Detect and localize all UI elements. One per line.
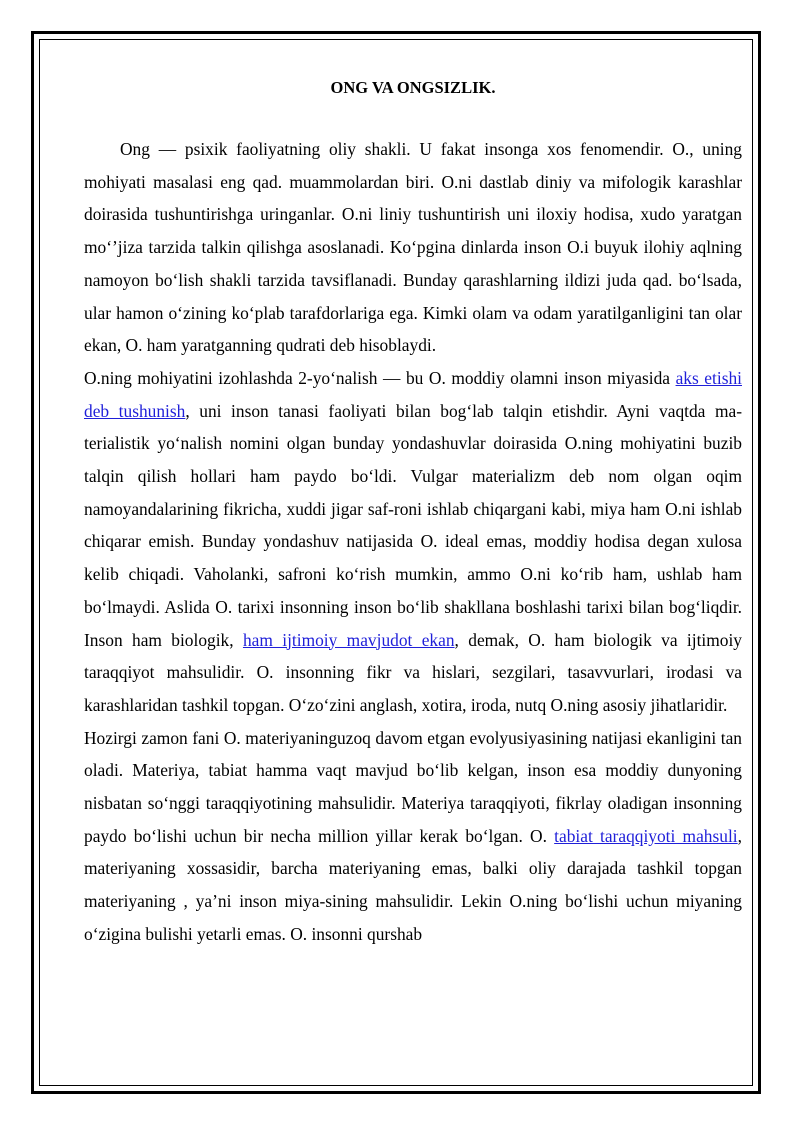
link-ijtimoiy-mavjudot[interactable]: ham ijtimoiy mavjudot ekan xyxy=(242,629,455,650)
paragraph-3 xyxy=(84,722,742,951)
paragraph-2 xyxy=(84,362,742,722)
paragraph-2-text-b: , uni inson tanasi faoliyati bilan bog‘lab talqin etishdir. Ayni vaqtda ma-terialistik yo‘nalish nomini olgan bunday yondashuvlar doirasida O.ning mohiyatini buzib talqin qilish hollari ham paydo bo‘ldi. Vulgar materializm deb nom olgan oqim namoyandalarining fikricha, xuddi jigar saf-roni ishlab chiqargani kabi, miya ham O.ni ishlab chiqarar emish. Bunday yondashuv natijasida O. ideal emas, moddiy hodisa degan xulosa kelib chiqadi. Vaholanki, safroni ko‘rish mumkin, ammo O.ni ko‘rib ham, ushlab ham bo‘lmaydi. Aslida O. tarixi insonning inson bo‘lib shakllana boshlashi tarixi bilan bog‘liqdir. Inson ham biologik, xyxy=(84,400,742,650)
link-tabiat-taraqqiyoti[interactable]: tabiat taraqqiyoti mahsuli xyxy=(554,825,738,846)
paragraph-3-text-b: , materiyaning xossasidir, barcha materiyaning emas, balki oliy darajada tashkil topgan materiyaning , ya’ni inson miya-sining mahsulidir. Lekin O.ning bo‘lishi uchun miyaning o‘zigina bulishi yetarli emas. O. insonni qurshab xyxy=(84,825,742,944)
document-title: ONG VA ONGSIZLIK. xyxy=(330,78,496,97)
link-aks-etishi[interactable]: aks etishi deb tushunish xyxy=(84,367,742,421)
paragraph-1: Ong — psixik faoliyatning oliy shakli. U fakat insonga xos fenomendir. O., uning mohiyati masalasi eng qad. muammolardan biri. O.ni dastlab diniy va mifologik karashlar doirasida tushuntirishga uringanlar. O.ni liniy tushuntirish uni iloxiy hodisa, xudo yaratgan mo‘’jiza tarzida talkin qilishga asoslanadi. Ko‘pgina dinlarda inson O.i buyuk ilohiy aqlning namoyon bo‘lish shakli tarzida tavsiflanadi. Bunday qarashlarning ildizi juda qad. bo‘lsada, ular hamon o‘zining ko‘plab tarafdorlariga ega. Kimki olam va odam yaratilganligini tan olar ekan, O. ham yaratganning qudrati deb hisoblaydi. xyxy=(84,139,742,356)
paragraph-2-text-a: O.ning mohiyatini izohlashda 2-yo‘nalish — bu O. moddiy olamni inson miyasida xyxy=(84,367,676,388)
paragraph-2-text-c: , demak, O. ham biologik va ijtimoiy taraqqiyot mahsulidir. O. insonning fikr va hislari, sezgilari, tasavvurlari, irodasi va karashlaridan tashkil topgan. O‘zo‘zini anglash, xotira, iroda, nutq O.ning asosiy jihatlaridir. xyxy=(84,629,742,715)
document-body xyxy=(84,72,742,951)
paragraph-3-text-a: Hozirgi zamon fani O. materiyaninguzoq davom etgan evolyusiyasining natijasi ekanligini tan oladi. Materiya, tabiat hamma vaqt mavjud bo‘lib kelgan, inson esa moddiy dunyoning nisbatan so‘nggi taraqqiyotining mahsulidir. Materiya taraqqiyoti, fikrlay oladigan insonning paydo bo‘lishi uchun bir necha million yillar kerak bo‘lgan. O. xyxy=(84,727,742,846)
